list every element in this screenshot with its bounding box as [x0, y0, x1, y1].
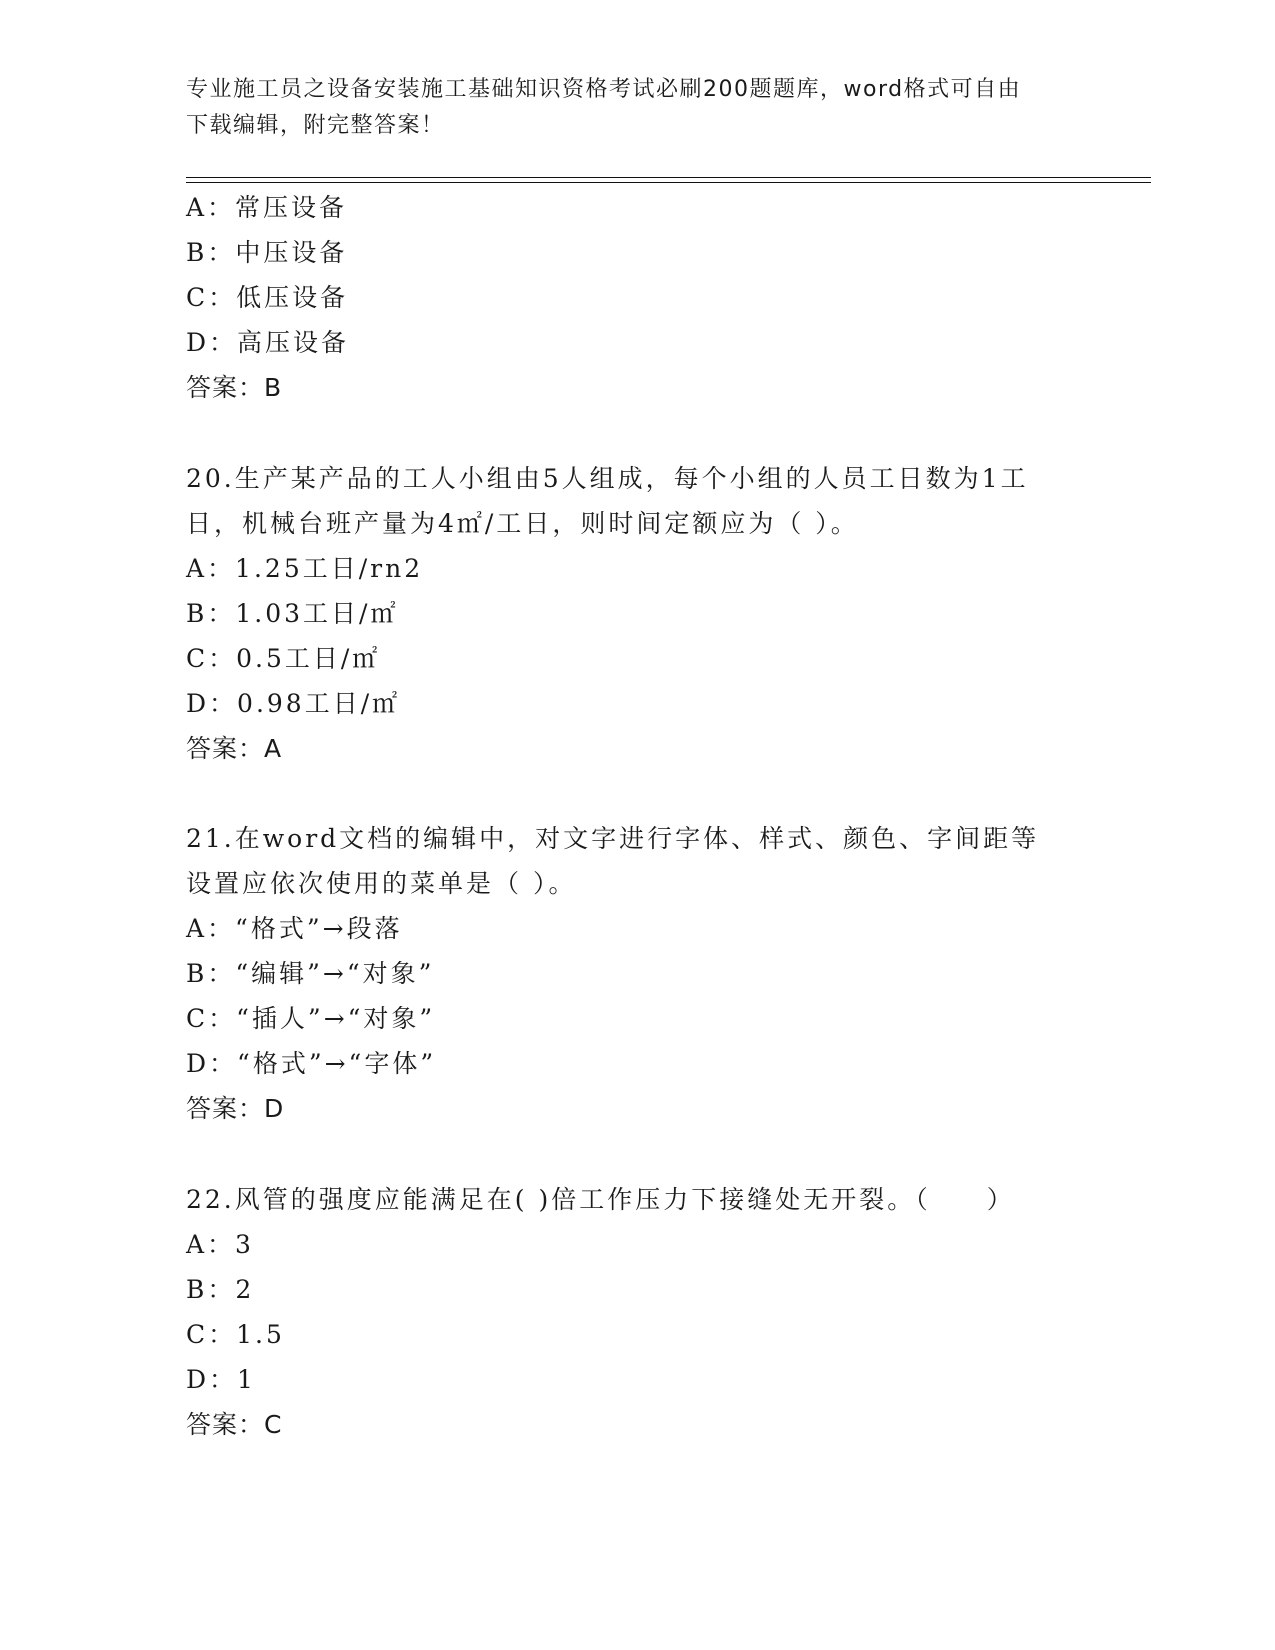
q22-option-d: D：1 — [186, 1365, 256, 1394]
q21-stem-line-2: 设置应依次使用的菜单是（ ）。 — [186, 869, 577, 898]
q21-option-a: A：“格式”→段落 — [186, 914, 403, 943]
q20-answer: 答案：A — [186, 734, 283, 763]
q21-stem-line-1: 21.在word文档的编辑中，对文字进行字体、样式、颜色、字间距等 — [186, 824, 1040, 853]
header-line-1: 专业施工员之设备安装施工基础知识资格考试必刷200题题库，word格式可自由 — [186, 77, 1022, 102]
q20-option-a: A：1.25工日/rn2 — [186, 554, 424, 583]
q19-option-c: C：低压设备 — [186, 283, 349, 312]
q21-answer: 答案：D — [186, 1094, 285, 1123]
document-header — [186, 72, 1066, 144]
q22-option-c: C：1.5 — [186, 1320, 285, 1349]
header-line-2: 下载编辑，附完整答案！ — [186, 113, 445, 138]
q20-stem-line-1: 20.生产某产品的工人小组由5人组成，每个小组的人员工日数为1工 — [186, 464, 1029, 493]
q22-stem-line-1: 22.风管的强度应能满足在( )倍工作压力下接缝处无开裂。（ ） — [186, 1185, 1015, 1214]
q21-option-b: B：“编辑”→“对象” — [186, 959, 435, 988]
header-divider-top — [186, 177, 1151, 178]
q20-option-c: C：0.5工日/㎡ — [186, 644, 381, 673]
q19-answer: 答案：B — [186, 373, 283, 402]
q20-stem-line-2: 日，机械台班产量为4㎡/工日，则时间定额应为（ ）。 — [186, 509, 859, 538]
q20-option-d: D：0.98工日/㎡ — [186, 689, 401, 718]
q21-option-d: D：“格式”→“字体” — [186, 1049, 437, 1078]
q22-option-b: B：2 — [186, 1275, 255, 1304]
q21-option-c: C：“插人”→“对象” — [186, 1004, 436, 1033]
q19-option-a: A：常压设备 — [186, 193, 348, 222]
q19-option-d: D：高压设备 — [186, 328, 350, 357]
q20-option-b: B：1.03工日/㎡ — [186, 599, 399, 628]
header-divider-bottom — [186, 182, 1151, 183]
q19-option-b: B：中压设备 — [186, 238, 348, 267]
q22-answer: 答案：C — [186, 1410, 283, 1439]
q22-option-a: A：3 — [186, 1230, 254, 1259]
